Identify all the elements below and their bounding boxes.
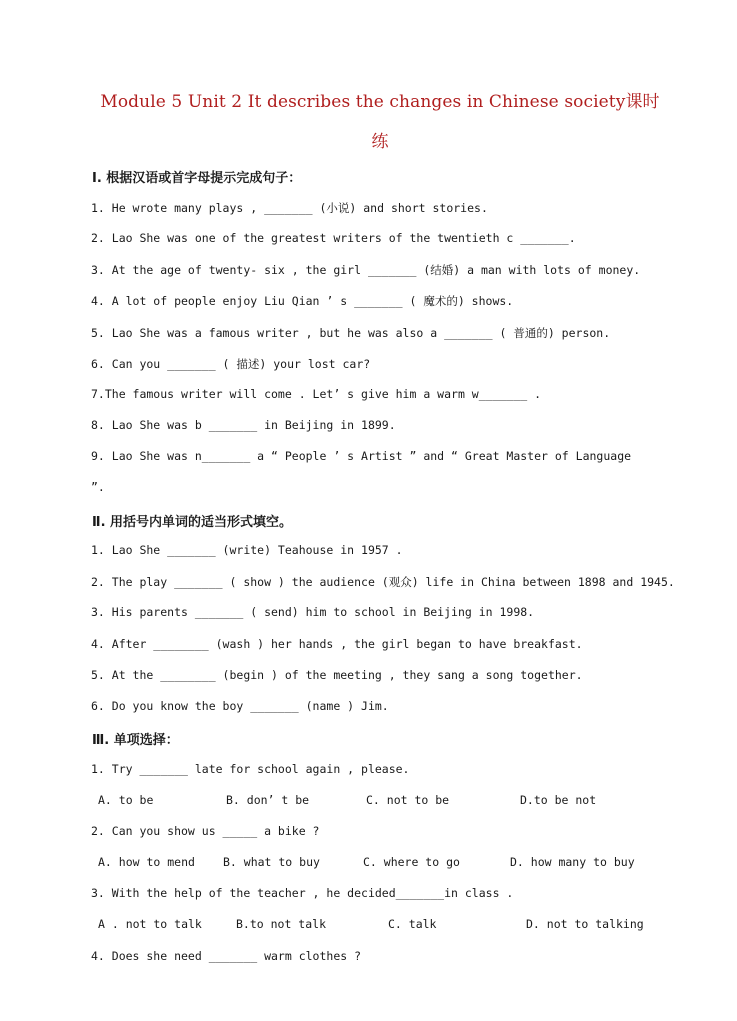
s3-q3-option-a: A . not to talk [98, 917, 202, 931]
s3-q3-option-c: C. talk [388, 917, 437, 931]
s3-q1-stem: 1. Try _______ late for school again , please. [91, 762, 410, 776]
s1-item-7: 7.The famous writer will come . Let’ s give him a warm w_______ . [91, 387, 542, 401]
s1-item-6: 6. Can you _______ ( 描述) your lost car? [91, 357, 371, 371]
s3-q2-option-c: C. where to go [363, 855, 460, 869]
s1-item-4: 4. A lot of people enjoy Liu Qian ’ s _______ ( 魔术的) shows. [91, 294, 514, 308]
s2-item-2: 2. The play _______ ( show ) the audience (观众) life in China between 1898 and 1945. [91, 575, 675, 589]
document-title: Module 5 Unit 2 It describes the changes in Chinese society课时 [100, 92, 660, 112]
s1-item-8: 8. Lao She was b _______ in Beijing in 1899. [91, 418, 396, 432]
section-2-heading: Ⅱ. 用括号内单词的适当形式填空。 [92, 515, 293, 530]
s3-q4-stem: 4. Does she need _______ warm clothes ? [91, 949, 362, 963]
document-title-continued: 练 [371, 132, 389, 152]
s3-q1-option-a: A. to be [98, 793, 154, 807]
section-1-heading: Ⅰ. 根据汉语或首字母提示完成句子： [92, 171, 302, 186]
s3-q3-option-d: D. not to talking [526, 917, 644, 931]
s2-item-1: 1. Lao She _______ (write) Teahouse in 1957 . [91, 543, 403, 557]
s1-item-2: 2. Lao She was one of the greatest writers of the twentieth c _______. [91, 231, 576, 245]
s1-item-3: 3. At the age of twenty- six , the girl _______ (结婚) a man with lots of money. [91, 263, 641, 277]
s3-q3-option-b: B.to not talk [236, 917, 327, 931]
s2-item-6: 6. Do you know the boy _______ (name ) Jim. [91, 699, 389, 713]
s3-q2-option-a: A. how to mend [98, 855, 195, 869]
s2-item-4: 4. After ________ (wash ) her hands , the girl began to have breakfast. [91, 637, 583, 651]
s1-item-9: 9. Lao She was n_______ a “ People ’ s Artist ” and “ Great Master of Language [91, 449, 632, 463]
s1-item-9-continued: ”. [91, 480, 105, 494]
s1-item-1: 1. He wrote many plays , _______ (小说) and short stories. [91, 201, 488, 215]
s3-q1-option-c: C. not to be [366, 793, 450, 807]
s3-q2-stem: 2. Can you show us _____ a bike ? [91, 824, 320, 838]
s1-item-5: 5. Lao She was a famous writer , but he was also a _______ ( 普通的) person. [91, 326, 611, 340]
s3-q1-option-b: B. don’ t be [226, 793, 310, 807]
section-3-heading: Ⅲ. 单项选择： [92, 733, 179, 748]
s3-q3-stem: 3. With the help of the teacher , he decided_______in class . [91, 886, 514, 900]
s2-item-3: 3. His parents _______ ( send) him to school in Beijing in 1998. [91, 605, 535, 619]
s2-item-5: 5. At the ________ (begin ) of the meeting , they sang a song together. [91, 668, 583, 682]
s3-q2-option-d: D. how many to buy [510, 855, 635, 869]
s3-q1-option-d: D.to be not [520, 793, 597, 807]
s3-q2-option-b: B. what to buy [223, 855, 320, 869]
